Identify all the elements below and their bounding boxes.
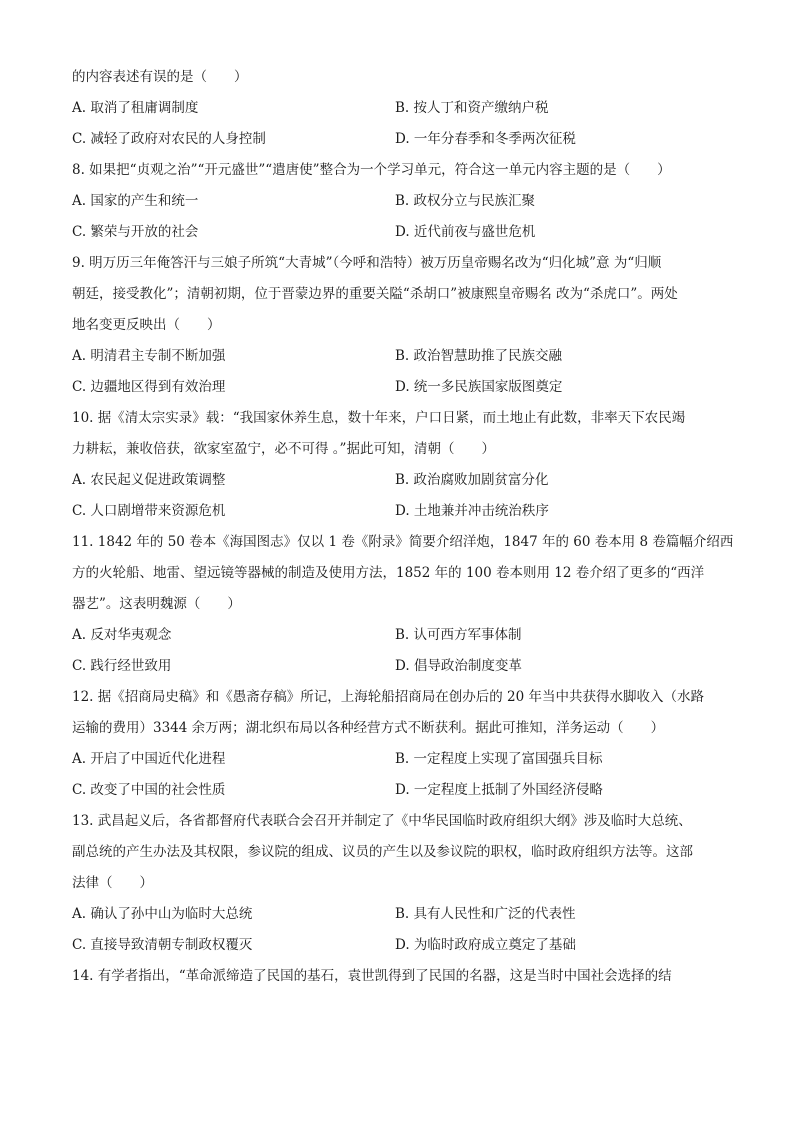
q12-options-row-2 [72,775,732,806]
q10-option-d[interactable]: D. 土地兼并冲击统治秩序 [395,503,549,519]
q11-stem-line: 器艺”。这表明魏源（ ） [72,596,241,612]
q8-option-c[interactable]: C. 繁荣与开放的社会 [72,224,199,240]
q13-options-row-1 [72,899,732,930]
q12-option-a[interactable]: A. 开启了中国近代化进程 [72,751,226,767]
q12-options-row-1 [72,744,732,775]
q11-option-a[interactable]: A. 反对华夷观念 [72,627,172,643]
q12-stem-line: 12. 据《招商局史稿》和《愚斋存稿》所记，上海轮船招商局在创办后的 20 年当中共获得水脚收入（水路 [72,689,705,705]
q11-options-row-2 [72,651,732,682]
q8-stem-line: 8. 如果把“贞观之治”“开元盛世”“遣唐使”整合为一个学习单元，符合这一单元内容主题的是（ ） [72,162,671,178]
q10-option-a[interactable]: A. 农民起义促进政策调整 [72,472,226,488]
q9-options-row-1 [72,341,732,372]
q11-stem-line: 方的火轮船、地雷、望远镜等器械的制造及使用方法，1852 年的 100 卷本则用 12 卷介绍了更多的“西洋 [72,565,705,581]
q9-options-row-2 [72,372,732,403]
q13-options-row-2 [72,930,732,961]
q11-option-c[interactable]: C. 践行经世致用 [72,658,172,674]
q10-stem-line: 力耕耘，兼收倍获，欲家室盈宁，必不可得 。”据此可知，清朝（ ） [72,441,495,457]
q9-option-c[interactable]: C. 边疆地区得到有效治理 [72,379,226,395]
q9-stem-line: 朝廷，接受教化”；清朝初期，位于晋蒙边界的重要关隘“杀胡口”被康熙皇帝赐名 改为“杀虎口”。两处 [72,286,678,302]
q14-stem-line: 14. 有学者指出，“革命派缔造了民国的基石，袁世凯得到了民国的名器，这是当时中国社会选择的结 [72,968,672,984]
q11-option-d[interactable]: D. 倡导政治制度变革 [395,658,522,674]
q13-stem-line: 13. 武昌起义后，各省都督府代表联合会召开并制定了《中华民国临时政府组织大纲》涉及临时大总统、 [72,813,692,829]
q8-option-a[interactable]: A. 国家的产生和统一 [72,193,199,209]
exam-page [72,62,732,992]
q7-options-row-2 [72,124,732,155]
q7-option-d[interactable]: D. 一年分春季和冬季两次征税 [395,131,576,147]
q7-stem-line: 的内容表述有误的是（ ） [72,69,248,85]
q8-options-row-1 [72,186,732,217]
q12-option-d[interactable]: D. 一定程度上抵制了外国经济侵略 [395,782,603,798]
q10-option-c[interactable]: C. 人口剧增带来资源危机 [72,503,226,519]
q8-option-d[interactable]: D. 近代前夜与盛世危机 [395,224,536,240]
q13-option-a[interactable]: A. 确认了孙中山为临时大总统 [72,906,253,922]
q9-stem-line: 地名变更反映出（ ） [72,317,221,333]
q13-option-b[interactable]: B. 具有人民性和广泛的代表性 [395,906,576,922]
q8-option-b[interactable]: B. 政权分立与民族汇聚 [395,193,536,209]
q11-stem-line: 11. 1842 年的 50 卷本《海国图志》仅以 1 卷《附录》简要介绍洋炮，1847 年的 60 卷本用 8 卷篇幅介绍西 [72,534,734,550]
q9-option-a[interactable]: A. 明清君主专制不断加强 [72,348,226,364]
q7-option-c[interactable]: C. 减轻了政府对农民的人身控制 [72,131,266,147]
q7-options-row-1 [72,93,732,124]
q9-option-d[interactable]: D. 统一多民族国家版图奠定 [395,379,563,395]
q13-option-d[interactable]: D. 为临时政府成立奠定了基础 [395,937,576,953]
q10-options-row-2 [72,496,732,527]
q8-options-row-2 [72,217,732,248]
q9-stem-line: 9. 明万历三年俺答汗与三娘子所筑“大青城”（今呼和浩特）被万历皇帝赐名改为“归化城”意 为“归顺 [72,255,662,271]
q13-stem-line: 法律（ ） [72,875,153,891]
q12-stem-line: 运输的费用）3344 余万两；湖北织布局以各种经营方式不断获利。据此可推知，洋务运动（ ） [72,720,665,736]
q7-option-b[interactable]: B. 按人丁和资产缴纳户税 [395,100,549,116]
q11-option-b[interactable]: B. 认可西方军事体制 [395,627,522,643]
q10-stem-line: 10. 据《清太宗实录》载：“我国家休养生息，数十年来，户口日紧，而土地止有此数，非率天下农民竭 [72,410,686,426]
q11-options-row-1 [72,620,732,651]
q9-option-b[interactable]: B. 政治智慧助推了民族交融 [395,348,563,364]
q12-option-b[interactable]: B. 一定程度上实现了富国强兵目标 [395,751,603,767]
q13-stem-line: 副总统的产生办法及其权限，参议院的组成、议员的产生以及参议院的职权，临时政府组织方法等。这部 [72,844,693,860]
q10-options-row-1 [72,465,732,496]
q7-option-a[interactable]: A. 取消了租庸调制度 [72,100,199,116]
q13-option-c[interactable]: C. 直接导致清朝专制政权覆灭 [72,937,253,953]
q12-option-c[interactable]: C. 改变了中国的社会性质 [72,782,226,798]
q10-option-b[interactable]: B. 政治腐败加剧贫富分化 [395,472,549,488]
